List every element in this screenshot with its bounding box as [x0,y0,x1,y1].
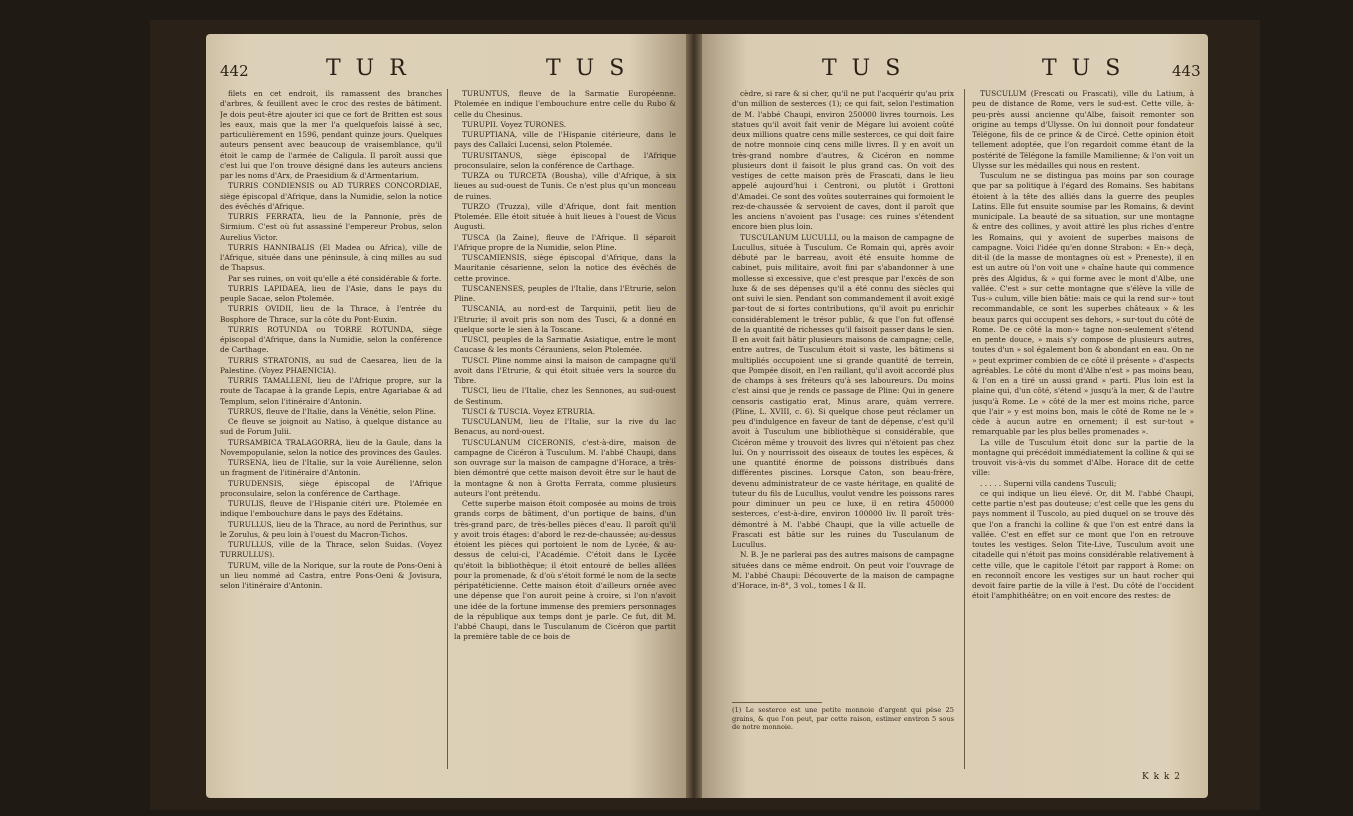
paragraph: TURRUS, fleuve de l'Italie, dans la Vénétie, selon Pline. [228,406,436,416]
paragraph: TURULLUS, ville de la Thrace, selon Suidas. (Voyez TURRULLUS). [220,540,442,560]
paragraph: TURSENA, lieu de l'Italie, sur la voie Aurélienne, selon un fragment de l'itinéraire d'Antonin. [220,458,442,478]
paragraph: TURRIS TAMALLENI, lieu de l'Afrique propre, sur la route de Tacapae à la grande Lepis, entre Agariabae & ad Templum, selon l'itinéraire d'Antonin. [220,376,442,406]
right-column-1 [732,89,954,697]
paragraph: TUSCANENSES, peuples de l'Italie, dans l'Etrurie, selon Pline. [454,283,676,303]
paragraph: TURUNTUS, fleuve de la Sarmatie Européenne. Ptolemée en indique l'embouchure entre celle du Rubo & celle du Chesinus. [454,89,676,119]
column-rule [964,89,965,769]
signature-mark: K k k 2 [1142,772,1181,782]
paragraph: TURRIS CONDIENSIS ou AD TURRES CONCORDIAE, siège épiscopal d'Afrique, dans la Numidie, selon la notice des évêchés d'Afrique. [220,181,442,211]
left-head-word-2: T U S [546,56,629,81]
right-head-word-1: T U S [822,56,905,81]
paragraph: Par ses ruines, on voit qu'elle a été considérable & forte. [228,273,442,283]
page-number-left: 442 [220,62,249,80]
paragraph: TURUDENSIS, siège épiscopal de l'Afrique proconsulaire, selon la conférence de Carthage. [220,478,442,498]
left-page [206,34,686,798]
paragraph: TUSCULANUM LUCULLI, ou la maison de campagne de Lucullus, située à Tusculum. Ce Romain qui, après avoir débuté par le barreau, avoit été ensuite homme de cabinet, puis militaire, avoit fini par s'abandonner à une mollesse si excessive, que c'est presque par l'excès de son luxe & de ses dépenses qu'il a été connu des siècles qui ont suivi le sien. Pendant son commandement il avoit exigé par-tout de si fortes contributions, qu'il avoit pu enrichir considérablement le trésor public, & que l'on fut offensé de la quantité de richesses qu'il faisoit passer dans le sien. Il en avoit fait bâtir plusieurs maisons de campagne; celle, entre autres, de Tusculum étoit si vaste, les bâtimens si multipliés occupoient une si grande quantité de terrein, que Pompée disoit, en l'en raillant, qu'il avoit accordé plus de champs à ses fréteurs qu'à ses laboureurs. Du moins c'est ainsi que je rends ce passage de Pline: Qui in genere censoris castigatio erat, Minus arare, quàm verrere. (Pline, L. XVIII, c. 6). Si quelque chose peut réclamer un peu d'indulgence en faveur de tant de dépense, c'est qu'il avoit à Tusculum une bibliothèque si considérable, que Cicéron même y trouvoit des livres qui n'étoient pas chez lui. On y nourrissoit des oiseaux de toutes les espèces, & une quantité énorme de poissons distribués dans différentes piscines. Lorsque Caton, son beau-frère, devenu administrateur de ce vaste héritage, en qualité de tuteur du fils de Lucullus, voulut vendre les poissons rares pour diminuer un peu ce luxe, il en retira 450000 sesterces, c'est-à-dire, environ 100000 liv. Il paroît très-démontré à M. l'abbé Chaupi, que la ville actuelle de Frascati est bâtie sur les ruines du Tusculanum de Lucullus. [732,232,954,549]
footnote: (1) Le sesterce est une petite monnoie d'argent qui pèse 25 grains, & que l'on peut, par cette raison, estimer environ 5 sous de notre monnoie. [732,706,954,732]
right-head-word-2: T U S [1042,56,1125,81]
paragraph: Tusculum ne se distingua pas moins par son courage que par sa politique à l'égard des Romains. Ses habitans étoient à la tête des alliés dans la guerre des peuples Latins. Elle fut ensuite soumise par les Romains, & devint municipale. La beauté de sa situation, sur une montagne & entre des collines, y avoit attiré les plus riches d'entre les Romains, qui y avoient de superbes maisons de campagne. Voici l'idée qu'en donne Strabon: « En-» deçà, dit-il (de la masse de montagnes où est » Preneste), il en est un autre où l'on voit une » chaîne haute qui commence près des Algidus, & » qui forme avec le mont d'Albe, une vallée. C'est » sur cette montagne que s'élève la ville de Tus-» culum, ville bien bâtie: mais ce qui la rend sur-» tout recommandable, ce sont les superbes châteaux » & les beaux parcs qui occupent ses dehors, » sur-tout du côté de Rome. De ce côté la mon-» tagne non-seulement s'étend en pente douce, » mais s'y compose de plusieurs autres, toutes d'un » sol également bon & abondant en eau. On ne » peut exprimer combien de ce côté il présente » d'aspects agréables. Le côté du mont d'Albe n'est » pas moins beau, & l'on en a tiré un aussi grand » parti. Plus loin est la plaine qui, d'un côté, s'étend » jusqu'à la mer, & de l'autre jusqu'à Rome. Le » côté de la mer est moins riche, parce que l'air » y est moins bon, mais le côté de Rome ne le » cède à aucun autre en ornement; il est sur-tout » remarquable par les plus belles promenades ». [972,171,1194,437]
paragraph: TURRIS LAPIDAEA, lieu de l'Asie, dans le pays du peuple Sacae, selon Ptolemée. [220,283,442,303]
book-gutter [686,34,702,798]
right-running-head [702,54,1208,84]
left-running-head [206,54,686,84]
paragraph: Ce fleuve se joignoit au Natiso, à quelque distance au sud de Forum Julii. [220,417,442,437]
page-number-right: 443 [1172,62,1201,80]
left-column-2 [454,89,676,779]
paragraph: TUSCI. Pline nomme ainsi la maison de campagne qu'il avoit dans l'Etrurie, & qui étoit située vers la source du Tibre. [454,355,676,385]
left-column-1 [220,89,442,779]
paragraph: TURZA ou TURCETA (Bousha), ville d'Afrique, à six lieues au sud-ouest de Tunis. Ce n'est plus qu'un monceau de ruines. [454,171,676,201]
paragraph: N. B. Je ne parlerai pas des autres maisons de campagne situées dans ce même endroit. On peut voir l'ouvrage de M. l'abbé Chaupi: Découverte de la maison de campagne d'Horace, in-8°, 3 vol., tomes I & II. [732,550,954,590]
paragraph: TUSCULUM (Frescati ou Frascati), ville du Latium, à peu de distance de Rome, vers le sud-est. Cette ville, à-peu-près aussi ancienne qu'Albe, faisoit remonter son origine au temps d'Ulysse. On lui donnoit pour fondateur Télégone, fils de ce prince & de Circé. Cette opinion étoit tellement adoptée, que l'on regardoit comme étant de la postérité de Télégone la famille Mamilienne; & l'on voit un Ulysse sur les médailles qui nous en restent. [972,89,1194,170]
paragraph: TUSCULANUM, lieu de l'Italie, sur la rive du lac Benacus, au nord-ouest. [454,417,676,437]
open-book [150,20,1260,810]
paragraph: TURUSITANUS, siège épiscopal de l'Afrique proconsulaire, selon la conférence de Carthage. [454,150,676,170]
paragraph: TUSCI, lieu de l'Italie, chez les Sennones, au sud-ouest de Sestinum. [454,386,676,406]
paragraph: TURRIS STRATONIS, au sud de Caesarea, lieu de la Palestine. (Voyez PHAENICIA). [220,355,442,375]
paragraph: ce qui indique un lieu élevé. Or, dit M. l'abbé Chaupi, cette partie n'est pas douteuse; c'est celle que les gens du pays nomment il Tuscolo, au pied duquel on se trouve dès que l'on a franchi la colline & que l'on est entré dans la vallée. C'est en effet sur ce mont que l'on en retrouve toutes les vestiges. Selon Tite-Live, Tusculum avoit une citadelle qui n'étoit pas moins considérable relativement à cette ville, que le capitole l'étoit par rapport à Rome: on en reconnoît encore les vestiges sur un haut rocher qui devoit faire partie de la ville à l'est. Du côté de l'occident étoit l'amphithéâtre; on en voit encore des restes: de [972,488,1194,601]
paragraph: TURUM, ville de la Norique, sur la route de Pons-Oeni à un lieu nommé ad Castra, entre Pons-Oeni & Jovisura, selon l'itinéraire d'Antonin. [220,560,442,590]
paragraph: TUSCULANUM CICERONIS, c'est-à-dire, maison de campagne de Cicéron à Tusculum. M. l'abbé Chaupi, dans son ouvrage sur la maison de campagne d'Horace, a très-bien démontré que cette maison devoit être sur le haut de la montagne & non à Grotta Ferrata, comme plusieurs auteurs l'ont prétendu. [454,437,676,498]
paragraph: TURUPII. Voyez TURONES. [462,119,567,129]
paragraph: TURRIS HANNIBALIS (El Madea ou Africa), ville de l'Afrique, située dans une péninsule, à cinq milles au sud de Thapsus. [220,242,442,273]
paragraph: TURULLUS, lieu de la Thrace, au nord de Perinthus, sur le Zorulus, & peu loin à l'ouest du Macron-Tichos. [220,519,442,539]
paragraph: TURULIS, fleuve de l'Hispanie citéri ure. Ptolemée en indique l'embouchure dans le pays des Edétains. [220,499,442,519]
footnote-rule [732,702,822,703]
paragraph: filets en cet endroit, ils ramassent des branches d'arbres, & feuillent avec le croc des restes de bâtiment. Je dois peut-être ajouter ici que ce fort de Britten est sous les eaux, mais que la mer l'a quelquefois laissé à sec, particulièrement en 1596, pendant quinze jours. Quelques auteurs pensent avec beaucoup de vraisemblance, qu'il étoit le camp de l'armée de Caligula. Il paroît aussi que c'est lui que l'on trouve désigné dans les auteurs anciens par les noms d'Arx, de Praesidium & d'Armentarium. [220,89,442,180]
paragraph: TUSCI, peuples de la Sarmatie Asiatique, entre le mont Caucase & les monts Cérauniens, selon Ptolemée. [454,335,676,355]
paragraph: TUSCANIA, au nord-est de Tarquinii, petit lieu de l'Etrurie; il avoit pris son nom des Tusci, & a donné en quelque sorte le sien à la Toscane. [454,304,676,334]
paragraph: TUSCA (la Zaine), fleuve de l'Afrique. Il séparoit l'Afrique propre de la Numidie, selon Pline. [454,232,676,252]
paragraph: TURRIS OVIDII, lieu de la Thrace, à l'entrée du Bosphore de Thrace, sur la côte du Pont-Euxin. [220,304,442,324]
right-column-2 [972,89,1194,765]
left-head-word-1: T U R [326,56,410,81]
paragraph: La ville de Tusculum étoit donc sur la partie de la montagne qui précédoit immédiatement la colline & qui se trouvoit vis-à-vis du sommet d'Albe. Horace dit de cette ville: [972,437,1194,478]
paragraph: Cette superbe maison étoit composée au moins de trois grands corps de bâtiment, d'un portique de bains, d'un très-grand parc, de très-belles pièces d'eau. Il paroît qu'il y avoit trois étages: d'abord le rez-de-chaussée; au-dessus étoient les pièces qui portoient le nom de Lycée, & au-dessus de celui-ci, l'Académie. C'étoit dans le Lycée qu'étoit la bibliothèque; il étoit entouré de belles allées pour la promenade, & d'où s'étoit formé le nom de la secte péripatéticienne. Cette maison étoit d'ailleurs ornée avec une dépense que l'on auroit peine à croire, si l'on n'avoit une idée de la fortune immense des premiers personnages de la république aux temps dont je parle. Ce fut, dit M. l'abbé Chaupi, dans le Tusculanum de Cicéron que partit la première table de ce bois de [454,499,676,642]
column-rule [447,89,448,769]
paragraph: TURRIS FERRATA, lieu de la Pannonie, près de Sirmium. C'est où fut assassiné l'empereur Probus, selon Aurelius Victor. [220,212,442,242]
paragraph: TURRIS ROTUNDA ou TORRE ROTUNDA, siège épiscopal d'Afrique, dans la Numidie, selon la conférence de Carthage. [220,324,442,355]
paragraph: TURUPTIANA, ville de l'Hispanie citérieure, dans le pays des Callaïci Lucensi, selon Ptolemée. [454,130,676,150]
paragraph: cèdre, si rare & si cher, qu'il ne put l'acquérir qu'au prix d'un million de sesterces (1); ce qui fait, selon l'estimation de M. l'abbé Chaupi, environ 250000 livres tournois. Les statues qu'il avoit fait venir de Mégare lui avoient coûté deux millions quatre cens mille sesterces, ce qui doit faire de notre monnoie cinq cens mille livres. Il y en avoit un très-grand nombre d'autres, & Cicéron en nomme plusieurs dont il faisoit le plus grand cas. On voit des vestiges de cette maison près de Frascati, dans le lieu appelé aujourd'hui i Centroni, ou plutôt i Grottoni d'Amadei. Ce sont des voûtes souterraines qui formoient le rez-de-chaussée & servoient de caves, dont il paroît que les anciens n'avoient pas l'usage: ces ruines s'étendent encore bien plus loin. [732,89,954,232]
paragraph: . . . . . Superni villa candens Tusculi; [980,478,1117,488]
paragraph: TUSCI & TUSCIA. Voyez ETRURIA. [462,406,596,416]
paragraph: TURZO (Truzza), ville d'Afrique, dont fait mention Ptolemée. Elle étoit située à huit lieues à l'ouest de Vicus Augusti. [454,201,676,232]
paragraph: TURSAMBICA TRALAGORRA, lieu de la Gaule, dans la Novempopulanie, selon la notice des provinces des Gaules. [220,437,442,457]
right-page [702,34,1208,798]
paragraph: TUSCAMIENSIS, siège épiscopal d'Afrique, dans la Mauritanie césarienne, selon la notice des évêchés de cette province. [454,253,676,283]
